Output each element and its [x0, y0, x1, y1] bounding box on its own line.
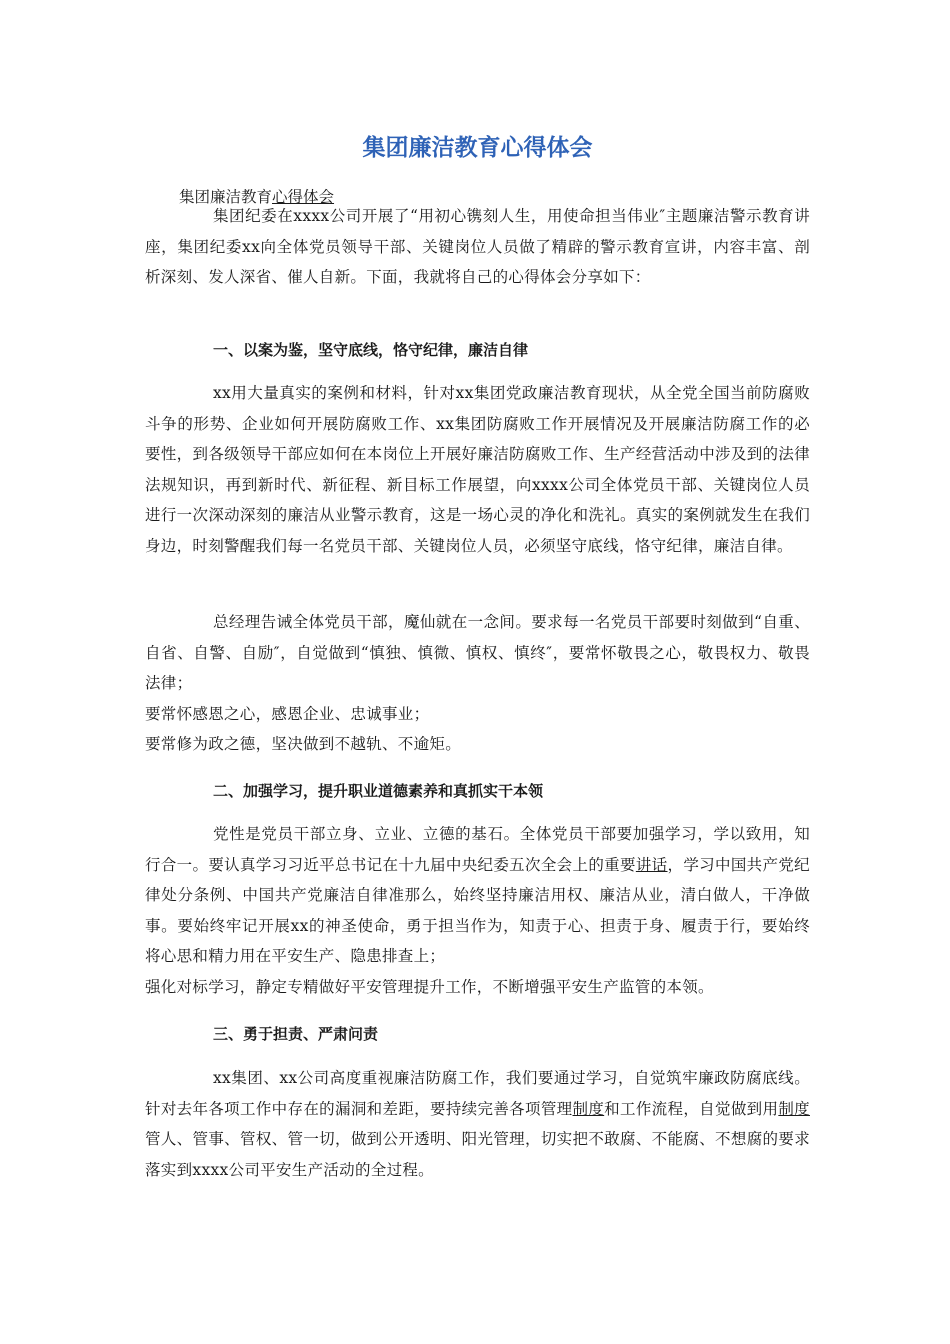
subtitle-link[interactable]: 心得体会 [272, 188, 335, 206]
section-2-paragraph-1 [145, 819, 810, 1002]
section-2-paragraph-1-line-2: 强化对标学习，静定专精做好平安管理提升工作，不断增强平安生产监管的本领。 [145, 977, 714, 996]
section-2-heading: 二、加强学习，提升职业道德素养和真抓实干本领 [213, 782, 544, 800]
section-3-text-c: 管人、管事、管权、管一切，做到公开透明、阳光管理，切实把不敢腐、不能腐、不想腐的要求落实到xxxx公司平安生产活动的全过程。 [145, 1130, 810, 1179]
section-3-heading: 三、勇于担责、严肃问责 [213, 1025, 379, 1043]
section-2-text-a: 党性是党员干部立身、立业、立德的基石。全体党员干部要加强学习，学以致用，知行合一。要认真学习习近平总书记在十九届中央纪委五次全会上的重要 [145, 825, 810, 874]
section-3-text-a: xx集团、xx公司高度重视廉洁防腐工作，我们要通过学习，自觉筑牢廉政防腐底线。针对去年各项工作中存在的漏洞和差距，要持续完善各项管理 [145, 1069, 810, 1118]
document-title: 集团廉洁教育心得体会 [362, 135, 593, 161]
section-1-paragraph-2 [145, 607, 810, 760]
section-3-text-b: 和工作流程，自觉做到用 [604, 1099, 779, 1118]
speech-link[interactable]: 讲话 [635, 855, 668, 874]
section-1-paragraph-2-line-3: 要常修为政之德，坚决做到不越轨、不逾矩。 [145, 735, 462, 753]
intro-paragraph: 集团纪委在xxxx公司开展了“用初心镌刻人生，用使命担当伟业″主题廉洁警示教育讲座，集团纪委xx向全体党员领导干部、关键岗位人员做了精辟的警示教育宣讲，内容丰富、剖析深刻、发人深省、催人自新。下面，我就将自己的心得体会分享如下： [145, 207, 810, 286]
section-1-paragraph-2-line-2: 要常怀感恩之心，感恩企业、忠诚事业； [145, 704, 430, 723]
system-link-2[interactable]: 制度 [778, 1099, 810, 1118]
subtitle-prefix: 集团廉洁教育 [179, 188, 273, 206]
section-2-text-b: ，学习中国共产党纪律处分条例、中国共产党廉洁自律准那么，始终坚持廉洁用权、廉洁从业，清白做人，干净做事。要始终牢记开展xx的神圣使命，勇于担当作为，知责于心、担责于身、履责于行，要始终将心思和精力用在平安生产、隐患排查上； [145, 855, 810, 965]
section-3-paragraph-1 [145, 1063, 810, 1185]
section-1-paragraph-1: xx用大量真实的案例和材料，针对xx集团党政廉洁教育现状，从全党全国当前防腐败斗争的形势、企业如何开展防腐败工作、xx集团防腐败工作开展情况及开展廉洁防腐工作的必要性，到各级领导干部应如何在本岗位上开展好廉洁防腐败工作、生产经营活动中涉及到的法律法规知识，再到新时代、新征程、新目标工作展望，向xxxx公司全体党员干部、关键岗位人员进行一次深动深刻的廉洁从业警示教育，这是一场心灵的净化和洗礼。真实的案例就发生在我们身边，时刻警醒我们每一名党员干部、关键岗位人员，必须坚守底线，恪守纪律，廉洁自律。 [145, 384, 810, 555]
section-1-paragraph-2-text: 总经理告诫全体党员干部，魔仙就在一念间。要求每一名党员干部要时刻做到“自重、自省、自警、自励″，自觉做到“慎独、慎微、慎权、慎终″，要常怀敬畏之心，敬畏权力、敬畏法律； [145, 613, 810, 692]
system-link-1[interactable]: 制度 [572, 1099, 605, 1118]
section-1-heading: 一、以案为鉴，坚守底线，恪守纪律，廉洁自律 [213, 341, 529, 359]
